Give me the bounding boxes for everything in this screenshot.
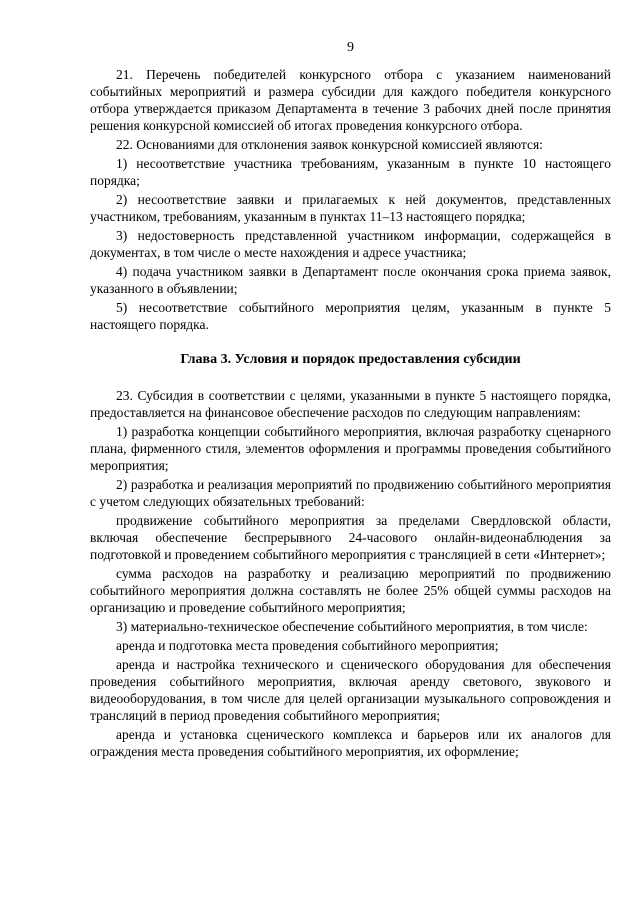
paragraph-22-item-1: 1) несоответствие участника требованиям, указанным в пункте 10 настоящего порядка; xyxy=(90,156,611,188)
paragraph-23-item-3: 3) материально-техническое обеспечение событийного мероприятия, в том числе: xyxy=(116,619,588,634)
paragraph-22-item-2: 2) несоответствие заявки и прилагаемых к ней документов, представленных участником, требованиям, указанным в пунктах 11–13 настоящего порядка; xyxy=(90,192,611,224)
paragraph-23-item-3-equipment: аренда и настройка технического и сценического оборудования для обеспечения проведения событийного мероприятия, включая аренду светового, звукового и видеооборудования, в том числе для целей организации музыкального сопровождения и трансляций в период проведения событийного мероприятия; xyxy=(90,657,611,723)
paragraph-22-item-4: 4) подача участником заявки в Департамент после окончания срока приема заявок, указанного в объявлении; xyxy=(90,264,611,296)
document-page xyxy=(90,40,611,762)
paragraph-23-item-1: 1) разработка концепции событийного мероприятия, включая разработку сценарного плана, фирменного стиля, элементов оформления и программы проведения событийного мероприятия; xyxy=(90,424,611,473)
paragraph-22-item-5: 5) несоответствие событийного мероприятия целям, указанным в пункте 5 настоящего порядка. xyxy=(90,300,611,332)
paragraph-23-item-3-stage: аренда и установка сценического комплекса и барьеров или их аналогов для ограждения места проведения событийного мероприятия, их оформление; xyxy=(90,727,611,759)
paragraph-23-item-3-venue: аренда и подготовка места проведения событийного мероприятия; xyxy=(116,638,499,653)
paragraph-22-item-3: 3) недостоверность представленной участником информации, содержащейся в документах, в том числе о месте нахождения и адресе участника; xyxy=(90,228,611,260)
page-number: 9 xyxy=(347,40,354,55)
paragraph-21: 21. Перечень победителей конкурсного отбора с указанием наименований событийных мероприятий и размера субсидии для каждого победителя конкурсного отбора утверждается приказом Департамента в течение 3 рабочих дней после принятия решения конкурсной комиссией об итогах проведения конкурсного отбора. xyxy=(90,67,611,133)
paragraph-23: 23. Субсидия в соответствии с целями, указанными в пункте 5 настоящего порядка, предоставляется на финансовое обеспечение расходов по следующим направлениям: xyxy=(90,388,611,420)
paragraph-22: 22. Основаниями для отклонения заявок конкурсной комиссией являются: xyxy=(116,137,543,152)
paragraph-23-item-2-promotion: продвижение событийного мероприятия за пределами Свердловской области, включая обеспечение беспрерывного 24-часового онлайн-видеонаблюдения за подготовкой и проведением событийного мероприятия с трансляцией в сети «Интернет»; xyxy=(90,513,611,562)
paragraph-23-item-2-budget: сумма расходов на разработку и реализацию мероприятий по продвижению событийного мероприятия должна составлять не более 25% общей суммы расходов на организацию и проведение событийного мероприятия; xyxy=(90,566,611,615)
chapter-heading: Глава 3. Условия и порядок предоставления субсидии xyxy=(180,352,521,367)
paragraph-23-item-2: 2) разработка и реализация мероприятий по продвижению событийного мероприятия с учетом следующих обязательных требований: xyxy=(90,477,611,509)
